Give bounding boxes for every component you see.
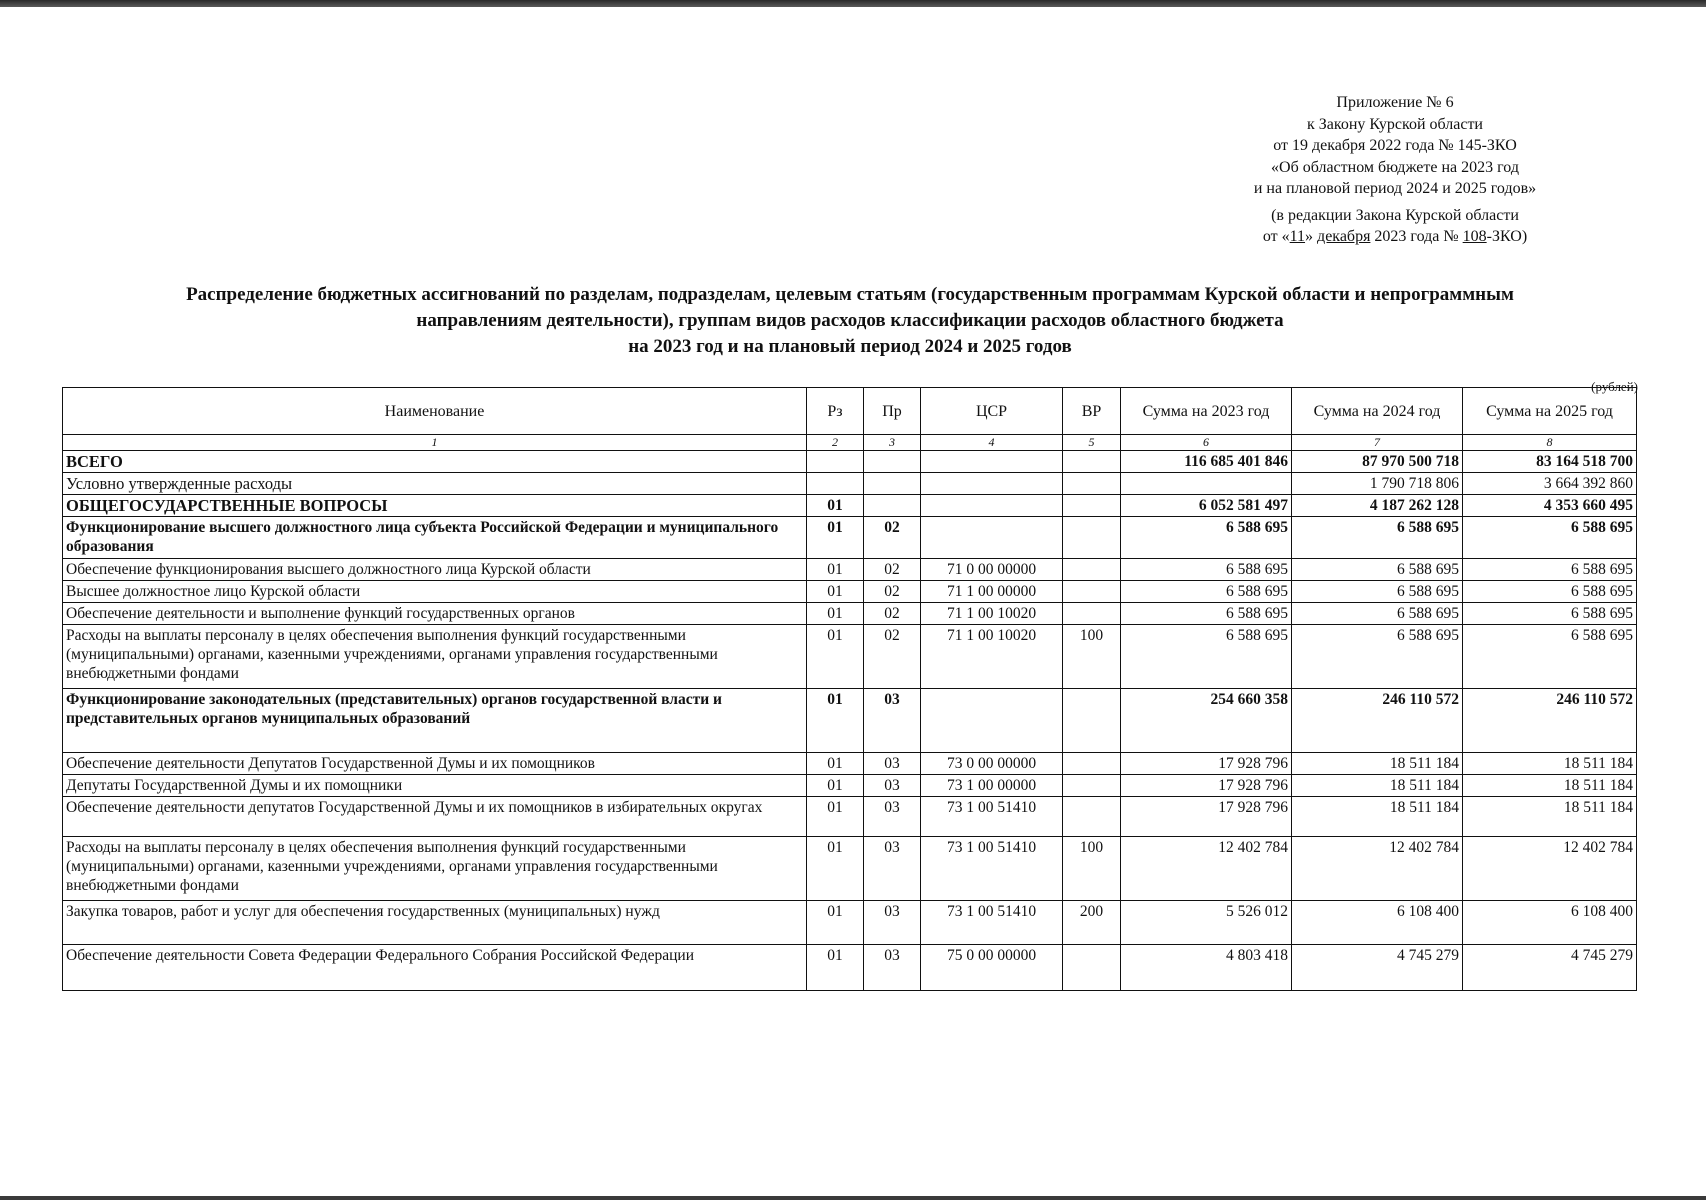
cell-vr: [1063, 945, 1121, 991]
revision-suffix: -ЗКО): [1486, 228, 1528, 245]
cell-sum2025: 18 511 184: [1463, 775, 1637, 797]
appendix-line: и на плановой период 2024 и 2025 годов»: [1253, 180, 1537, 197]
column-number: 1: [63, 435, 807, 451]
cell-csr: [921, 451, 1063, 473]
cell-sum2025: 83 164 518 700: [1463, 451, 1637, 473]
cell-csr: 73 1 00 00000: [921, 775, 1063, 797]
cell-vr: [1063, 581, 1121, 603]
cell-sum2023: 6 588 695: [1121, 603, 1292, 625]
cell-rz: 01: [807, 603, 864, 625]
cell-pr: 03: [864, 775, 921, 797]
cell-csr: [921, 517, 1063, 559]
table-row: [63, 517, 1637, 559]
cell-sum2025: 6 588 695: [1463, 581, 1637, 603]
column-number: 5: [1063, 435, 1121, 451]
cell-name: Функционирование законодательных (представительных) органов государственной власти и представительных органов муниципальных образований: [63, 689, 807, 753]
cell-sum2024: 6 588 695: [1292, 559, 1463, 581]
header-sum2024: Сумма на 2024 год: [1292, 388, 1463, 435]
cell-sum2025: 4 745 279: [1463, 945, 1637, 991]
cell-vr: [1063, 473, 1121, 495]
column-number: 2: [807, 435, 864, 451]
table-row: [63, 837, 1637, 901]
table-row: [63, 473, 1637, 495]
cell-sum2024: 6 108 400: [1292, 901, 1463, 945]
column-number: 6: [1121, 435, 1292, 451]
table-row: [63, 603, 1637, 625]
cell-name: Закупка товаров, работ и услуг для обеспечения государственных (муниципальных) нужд: [63, 901, 807, 945]
title-line-1: Распределение бюджетных ассигнований по разделам, подразделам, целевым статьям (государственным программам Курской области и непрограммным: [186, 284, 1514, 305]
cell-pr: 03: [864, 837, 921, 901]
cell-rz: 01: [807, 559, 864, 581]
cell-csr: 71 1 00 00000: [921, 581, 1063, 603]
cell-sum2023: 6 588 695: [1121, 559, 1292, 581]
cell-rz: 01: [807, 689, 864, 753]
cell-sum2024: 6 588 695: [1292, 581, 1463, 603]
header-name: Наименование: [63, 388, 807, 435]
header-sum2023: Сумма на 2023 год: [1121, 388, 1292, 435]
document-title: [60, 282, 1640, 360]
appendix-line: от 19 декабря 2022 года № 145-ЗКО: [1273, 137, 1517, 154]
cell-vr: [1063, 451, 1121, 473]
cell-name: Обеспечение деятельности Совета Федерации Федерального Собрания Российской Федерации: [63, 945, 807, 991]
appendix-line: «Об областном бюджете на 2023 год: [1271, 158, 1519, 176]
cell-sum2024: 6 588 695: [1292, 517, 1463, 559]
cell-rz: 01: [807, 753, 864, 775]
cell-name: Расходы на выплаты персоналу в целях обеспечения выполнения функций государственными (муниципальными) органами, казенными учреждениями, органами управления государственными внебюджетными фондами: [63, 837, 807, 901]
cell-rz: 01: [807, 837, 864, 901]
cell-csr: 71 1 00 10020: [921, 625, 1063, 689]
column-number: 3: [864, 435, 921, 451]
cell-sum2023: 17 928 796: [1121, 797, 1292, 837]
cell-vr: [1063, 603, 1121, 625]
cell-sum2024: 12 402 784: [1292, 837, 1463, 901]
column-number: 8: [1463, 435, 1637, 451]
cell-sum2023: 6 052 581 497: [1121, 495, 1292, 517]
cell-vr: [1063, 495, 1121, 517]
cell-sum2024: 246 110 572: [1292, 689, 1463, 753]
cell-rz: 01: [807, 797, 864, 837]
cell-csr: [921, 689, 1063, 753]
cell-sum2025: 6 588 695: [1463, 559, 1637, 581]
cell-pr: [864, 473, 921, 495]
header-csr: ЦСР: [921, 388, 1063, 435]
cell-sum2023: 6 588 695: [1121, 625, 1292, 689]
cell-vr: 100: [1063, 625, 1121, 689]
cell-vr: [1063, 797, 1121, 837]
cell-sum2024: 1 790 718 806: [1292, 473, 1463, 495]
cell-sum2023: 17 928 796: [1121, 775, 1292, 797]
cell-csr: 73 1 00 51410: [921, 837, 1063, 901]
cell-csr: 75 0 00 00000: [921, 945, 1063, 991]
table-row: [63, 901, 1637, 945]
appendix-header: [1160, 92, 1630, 248]
cell-pr: 03: [864, 797, 921, 837]
cell-sum2024: 18 511 184: [1292, 775, 1463, 797]
cell-pr: 03: [864, 753, 921, 775]
cell-name: Условно утвержденные расходы: [63, 473, 807, 495]
cell-sum2024: 6 588 695: [1292, 603, 1463, 625]
cell-sum2023: 5 526 012: [1121, 901, 1292, 945]
table-row: [63, 689, 1637, 753]
table-row: [63, 581, 1637, 603]
cell-rz: [807, 451, 864, 473]
budget-table: [62, 387, 1637, 991]
cell-vr: [1063, 689, 1121, 753]
revision-month: декабря: [1317, 228, 1371, 245]
cell-vr: [1063, 775, 1121, 797]
cell-csr: 71 0 00 00000: [921, 559, 1063, 581]
cell-name: Высшее должностное лицо Курской области: [63, 581, 807, 603]
cell-rz: 01: [807, 901, 864, 945]
cell-name: Обеспечение функционирования высшего должностного лица Курской области: [63, 559, 807, 581]
cell-sum2025: 6 588 695: [1463, 603, 1637, 625]
revision-date-line: [1160, 226, 1630, 248]
cell-name: Функционирование высшего должностного лица субъекта Российской Федерации и муниципального образования: [63, 517, 807, 559]
cell-csr: 73 1 00 51410: [921, 797, 1063, 837]
cell-pr: 02: [864, 581, 921, 603]
table-row: [63, 559, 1637, 581]
cell-vr: [1063, 559, 1121, 581]
column-number-row: [63, 435, 1637, 451]
cell-sum2025: 6 588 695: [1463, 517, 1637, 559]
revision-mid: »: [1305, 228, 1318, 245]
cell-rz: 01: [807, 495, 864, 517]
revision-day: 11: [1289, 228, 1306, 245]
scan-edge-top: [0, 0, 1706, 7]
table-header-row: [63, 388, 1637, 435]
cell-sum2023: 12 402 784: [1121, 837, 1292, 901]
cell-sum2023: 6 588 695: [1121, 517, 1292, 559]
cell-sum2023: 116 685 401 846: [1121, 451, 1292, 473]
table-row: [63, 625, 1637, 689]
cell-csr: 71 1 00 10020: [921, 603, 1063, 625]
cell-pr: 02: [864, 517, 921, 559]
scan-edge-bottom: [0, 1196, 1706, 1200]
cell-sum2025: 3 664 392 860: [1463, 473, 1637, 495]
appendix-line: Приложение № 6: [1336, 94, 1454, 111]
cell-pr: [864, 495, 921, 517]
cell-name: Расходы на выплаты персоналу в целях обеспечения выполнения функций государственными (муниципальными) органами, казенными учреждениями, органами управления государственными внебюджетными фондами: [63, 625, 807, 689]
revision-number: 108: [1462, 228, 1487, 245]
cell-name: Обеспечение деятельности и выполнение функций государственных органов: [63, 603, 807, 625]
cell-pr: 02: [864, 559, 921, 581]
cell-sum2023: 17 928 796: [1121, 753, 1292, 775]
cell-csr: [921, 495, 1063, 517]
cell-sum2025: 246 110 572: [1463, 689, 1637, 753]
cell-pr: 02: [864, 603, 921, 625]
cell-name: ОБЩЕГОСУДАРСТВЕННЫЕ ВОПРОСЫ: [63, 495, 807, 517]
table-row: [63, 495, 1637, 517]
cell-rz: 01: [807, 581, 864, 603]
cell-csr: 73 1 00 51410: [921, 901, 1063, 945]
cell-name: Обеспечение деятельности депутатов Государственной Думы и их помощников в избирательных округах: [63, 797, 807, 837]
cell-name: Депутаты Государственной Думы и их помощники: [63, 775, 807, 797]
title-line-2: направлениям деятельности), группам видов расходов классификации расходов областного бюджета: [416, 310, 1284, 331]
cell-name: Обеспечение деятельности Депутатов Государственной Думы и их помощников: [63, 753, 807, 775]
cell-vr: [1063, 753, 1121, 775]
header-pr: Пр: [864, 388, 921, 435]
cell-sum2025: 18 511 184: [1463, 797, 1637, 837]
cell-pr: 03: [864, 945, 921, 991]
cell-sum2024: 18 511 184: [1292, 753, 1463, 775]
currency-note: (рублей): [1591, 379, 1638, 394]
cell-pr: 02: [864, 625, 921, 689]
cell-pr: [864, 451, 921, 473]
cell-sum2023: 6 588 695: [1121, 581, 1292, 603]
revision-line: (в редакции Закона Курской области: [1271, 206, 1519, 224]
cell-pr: 03: [864, 689, 921, 753]
table-row: [63, 797, 1637, 837]
revision-year: 2023 года №: [1370, 228, 1463, 245]
cell-csr: [921, 473, 1063, 495]
cell-pr: 03: [864, 901, 921, 945]
cell-sum2025: 4 353 660 495: [1463, 495, 1637, 517]
cell-rz: 01: [807, 945, 864, 991]
table-row: [63, 775, 1637, 797]
cell-sum2024: 4 745 279: [1292, 945, 1463, 991]
cell-vr: 200: [1063, 901, 1121, 945]
cell-vr: 100: [1063, 837, 1121, 901]
cell-sum2023: [1121, 473, 1292, 495]
column-number: 4: [921, 435, 1063, 451]
cell-sum2025: 18 511 184: [1463, 753, 1637, 775]
cell-sum2023: 4 803 418: [1121, 945, 1292, 991]
cell-rz: 01: [807, 625, 864, 689]
revision-prefix: от «: [1262, 228, 1290, 245]
cell-rz: 01: [807, 517, 864, 559]
cell-name: ВСЕГО: [63, 451, 807, 473]
cell-sum2024: 87 970 500 718: [1292, 451, 1463, 473]
header-vr: ВР: [1063, 388, 1121, 435]
cell-sum2023: 254 660 358: [1121, 689, 1292, 753]
cell-sum2024: 18 511 184: [1292, 797, 1463, 837]
appendix-line: к Закону Курской области: [1307, 115, 1483, 133]
header-sum2025: Сумма на 2025 год: [1463, 388, 1637, 435]
column-number: 7: [1292, 435, 1463, 451]
title-line-3: на 2023 год и на плановый период 2024 и 2025 годов: [628, 336, 1072, 357]
cell-sum2025: 6 588 695: [1463, 625, 1637, 689]
cell-sum2025: 12 402 784: [1463, 837, 1637, 901]
cell-sum2025: 6 108 400: [1463, 901, 1637, 945]
table-row: [63, 451, 1637, 473]
cell-csr: 73 0 00 00000: [921, 753, 1063, 775]
header-rz: Рз: [807, 388, 864, 435]
cell-vr: [1063, 517, 1121, 559]
cell-sum2024: 4 187 262 128: [1292, 495, 1463, 517]
table-row: [63, 753, 1637, 775]
table-row: [63, 945, 1637, 991]
cell-sum2024: 6 588 695: [1292, 625, 1463, 689]
cell-rz: [807, 473, 864, 495]
cell-rz: 01: [807, 775, 864, 797]
